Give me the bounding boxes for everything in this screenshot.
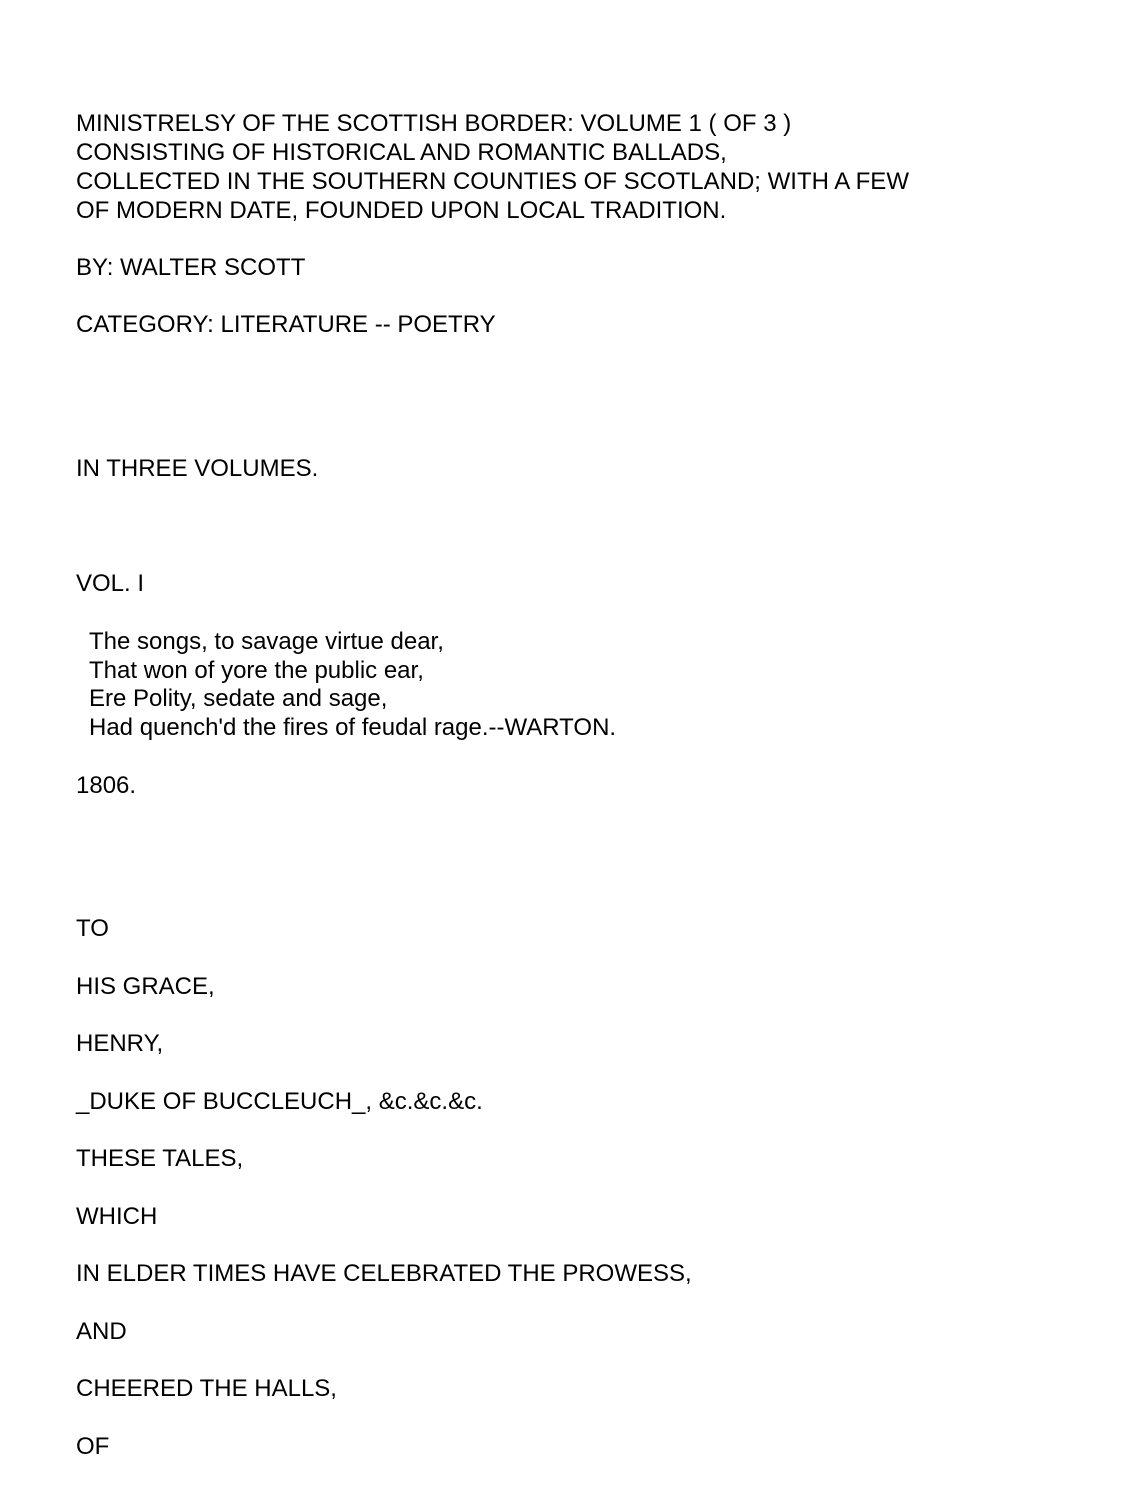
title-line-4: OF MODERN DATE, FOUNDED UPON LOCAL TRADITION. — [76, 197, 727, 224]
dedication-line-3: HENRY, — [76, 1030, 164, 1057]
dedication-line-1: TO — [76, 915, 109, 942]
dedication-line-4: _DUKE OF BUCCLEUCH_, &c.&c.&c. — [76, 1088, 483, 1115]
epigraph-line-4: Had quench'd the fires of feudal rage.--WARTON. — [89, 714, 617, 741]
epigraph-line-2: That won of yore the public ear, — [89, 657, 424, 684]
title-line-3: COLLECTED IN THE SOUTHERN COUNTIES OF SCOTLAND; WITH A FEW — [76, 168, 909, 195]
dedication-line-10: OF — [76, 1433, 110, 1460]
dedication-line-5: THESE TALES, — [76, 1145, 244, 1172]
author-line: BY: WALTER SCOTT — [76, 254, 306, 281]
dedication-line-7: IN ELDER TIMES HAVE CELEBRATED THE PROWESS, — [76, 1260, 692, 1287]
dedication-line-9: CHEERED THE HALLS, — [76, 1375, 337, 1402]
epigraph-line-1: The songs, to savage virtue dear, — [89, 628, 444, 655]
volume-label: VOL. I — [76, 570, 145, 597]
title-line-1: MINISTRELSY OF THE SCOTTISH BORDER: VOLUME 1 ( OF 3 ) — [76, 110, 792, 137]
year-line: 1806. — [76, 772, 137, 799]
dedication-line-8: AND — [76, 1318, 127, 1345]
title-line-2: CONSISTING OF HISTORICAL AND ROMANTIC BALLADS, — [76, 139, 727, 166]
dedication-line-6: WHICH — [76, 1203, 158, 1230]
epigraph-line-3: Ere Polity, sedate and sage, — [89, 685, 388, 712]
dedication-line-2: HIS GRACE, — [76, 973, 215, 1000]
volumes-note: IN THREE VOLUMES. — [76, 455, 319, 482]
category-line: CATEGORY: LITERATURE -- POETRY — [76, 311, 496, 338]
